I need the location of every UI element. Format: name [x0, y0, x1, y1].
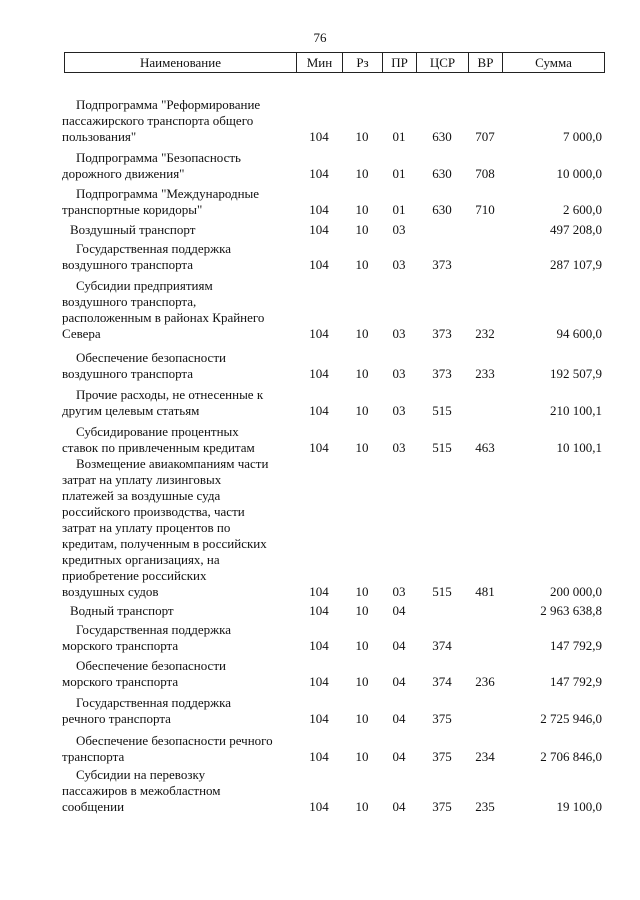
cell-vr: 233	[475, 366, 495, 381]
cell-rz: 10	[355, 584, 369, 599]
row-name-line: Субсидии на перевозку	[76, 767, 206, 782]
cell-vr: 232	[475, 326, 495, 341]
cell-pr: 03	[392, 257, 406, 272]
cell-rz: 10	[355, 202, 369, 217]
row-name-line: сообщении	[62, 799, 125, 814]
cell-rz: 10	[355, 749, 369, 764]
cell-sum: 10 100,1	[556, 440, 602, 455]
row-name-line: Субсидирование процентных	[76, 424, 239, 439]
row-name-line: Подпрограмма "Безопасность	[76, 150, 241, 165]
cell-pr: 01	[392, 166, 406, 181]
row-name-line: затрат на уплату процентов по	[62, 520, 231, 535]
cell-min: 104	[309, 638, 329, 653]
cell-pr: 01	[392, 202, 406, 217]
row-name-line: пользования"	[62, 129, 137, 144]
cell-min: 104	[309, 366, 329, 381]
cell-sum: 147 792,9	[550, 638, 602, 653]
cell-sum: 287 107,9	[550, 257, 602, 272]
cell-pr: 04	[392, 799, 406, 814]
cell-min: 104	[309, 674, 329, 689]
cell-rz: 10	[355, 222, 369, 237]
cell-sum: 200 000,0	[550, 584, 602, 599]
row-name-line: платежей за воздушные суда	[62, 488, 221, 503]
cell-vr: 481	[475, 584, 495, 599]
cell-sum: 7 000,0	[563, 129, 602, 144]
row-name	[62, 695, 288, 727]
cell-min: 104	[309, 799, 329, 814]
header-vr: ВР	[469, 53, 503, 72]
cell-csr: 630	[432, 166, 452, 181]
row-name	[62, 241, 288, 273]
row-name-line: Обеспечение безопасности речного	[76, 733, 273, 748]
row-name-line: другим целевым статьям	[62, 403, 200, 418]
cell-rz: 10	[355, 403, 369, 418]
page-number: 76	[313, 30, 327, 45]
row-name-line: Подпрограмма "Реформирование	[76, 97, 261, 112]
cell-sum: 19 100,0	[556, 799, 602, 814]
cell-min: 104	[309, 202, 329, 217]
cell-rz: 10	[355, 166, 369, 181]
row-name-line: воздушного транспорта	[62, 366, 194, 381]
cell-pr: 03	[392, 326, 406, 341]
row-name-line: пассажирского транспорта общего	[62, 113, 254, 128]
cell-sum: 2 600,0	[563, 202, 602, 217]
row-name-line: Прочие расходы, не отнесенные к	[76, 387, 264, 402]
row-name	[62, 733, 288, 765]
cell-rz: 10	[355, 674, 369, 689]
row-name	[62, 603, 288, 619]
cell-vr: 707	[475, 129, 495, 144]
row-name	[62, 350, 288, 382]
row-name	[62, 186, 288, 218]
cell-rz: 10	[355, 799, 369, 814]
cell-min: 104	[309, 711, 329, 726]
cell-pr: 03	[392, 366, 406, 381]
cell-rz: 10	[355, 326, 369, 341]
cell-pr: 04	[392, 711, 406, 726]
row-name	[62, 97, 288, 145]
table-header	[64, 52, 605, 73]
header-min: Мин	[297, 53, 343, 72]
cell-vr: 710	[475, 202, 495, 217]
cell-csr: 630	[432, 129, 452, 144]
header-name: Наименование	[65, 53, 297, 72]
cell-sum: 2 963 638,8	[540, 603, 602, 618]
cell-vr: 463	[475, 440, 495, 455]
cell-vr: 235	[475, 799, 495, 814]
cell-pr: 03	[392, 222, 406, 237]
row-name-line: дорожного движения"	[62, 166, 185, 181]
row-name	[62, 222, 288, 238]
cell-sum: 2 706 846,0	[540, 749, 602, 764]
cell-min: 104	[309, 603, 329, 618]
cell-csr: 375	[432, 749, 452, 764]
row-name-line: расположенным в районах Крайнего	[62, 310, 265, 325]
cell-sum: 2 725 946,0	[540, 711, 602, 726]
header-pr: ПР	[383, 53, 417, 72]
row-name-line: приобретение российских	[62, 568, 207, 583]
cell-rz: 10	[355, 638, 369, 653]
row-name-line: ставок по привлеченным кредитам	[62, 440, 255, 455]
row-name-line: кредитных организациях, на	[62, 552, 220, 567]
row-name-line: транспортные коридоры"	[62, 202, 203, 217]
cell-csr: 515	[432, 440, 452, 455]
row-name-line: Государственная поддержка	[76, 241, 232, 256]
cell-csr: 374	[432, 638, 452, 653]
cell-min: 104	[309, 584, 329, 599]
header-sum: Сумма	[535, 55, 572, 70]
row-name-line: пассажиров в межобластном	[62, 783, 221, 798]
cell-csr: 630	[432, 202, 452, 217]
row-name-line: Государственная поддержка	[76, 622, 232, 637]
cell-csr: 373	[432, 366, 452, 381]
row-name-line: российского производства, части	[62, 504, 245, 519]
cell-sum: 497 208,0	[550, 222, 602, 237]
row-name	[62, 767, 288, 815]
cell-pr: 04	[392, 603, 406, 618]
row-name-line: Обеспечение безопасности	[76, 350, 226, 365]
row-name	[62, 424, 288, 456]
row-name-line: воздушных судов	[62, 584, 159, 599]
row-name-line: воздушного транспорта	[62, 257, 194, 272]
row-name-line: Обеспечение безопасности	[76, 658, 226, 673]
row-name-line: Водный транспорт	[70, 603, 174, 618]
row-name-line: Субсидии предприятиям	[76, 278, 213, 293]
cell-pr: 04	[392, 749, 406, 764]
cell-pr: 04	[392, 674, 406, 689]
row-name-line: кредитам, полученным в российских	[62, 536, 267, 551]
cell-rz: 10	[355, 366, 369, 381]
cell-pr: 01	[392, 129, 406, 144]
cell-sum: 192 507,9	[550, 366, 602, 381]
cell-rz: 10	[355, 440, 369, 455]
cell-pr: 03	[392, 584, 406, 599]
cell-min: 104	[309, 129, 329, 144]
cell-pr: 03	[392, 403, 406, 418]
cell-min: 104	[309, 749, 329, 764]
row-name	[62, 622, 288, 654]
cell-csr: 515	[432, 584, 452, 599]
row-name-line: Подпрограмма "Международные	[76, 186, 260, 201]
cell-csr: 373	[432, 326, 452, 341]
cell-rz: 10	[355, 257, 369, 272]
cell-csr: 374	[432, 674, 452, 689]
cell-min: 104	[309, 222, 329, 237]
cell-min: 104	[309, 403, 329, 418]
row-name-line: затрат на уплату лизинговых	[62, 472, 222, 487]
cell-sum: 94 600,0	[556, 326, 602, 341]
row-name-line: Воздушный транспорт	[70, 222, 196, 237]
cell-sum: 147 792,9	[550, 674, 602, 689]
row-name-line: Государственная поддержка	[76, 695, 232, 710]
row-name-line: морского транспорта	[62, 674, 179, 689]
cell-rz: 10	[355, 603, 369, 618]
cell-rz: 10	[355, 129, 369, 144]
header-csr: ЦСР	[417, 53, 469, 72]
cell-vr: 234	[475, 749, 495, 764]
cell-pr: 04	[392, 638, 406, 653]
row-name-line: воздушного транспорта,	[62, 294, 197, 309]
row-name	[62, 387, 288, 419]
cell-rz: 10	[355, 711, 369, 726]
cell-sum: 210 100,1	[550, 403, 602, 418]
cell-csr: 375	[432, 799, 452, 814]
cell-min: 104	[309, 440, 329, 455]
cell-sum: 10 000,0	[556, 166, 602, 181]
cell-vr: 236	[475, 674, 495, 689]
cell-vr: 708	[475, 166, 495, 181]
cell-min: 104	[309, 326, 329, 341]
row-name-line: Возмещение авиакомпаниям части	[76, 456, 269, 471]
row-name	[62, 456, 288, 600]
cell-csr: 373	[432, 257, 452, 272]
cell-min: 104	[309, 257, 329, 272]
row-name-line: Севера	[62, 326, 101, 341]
cell-csr: 515	[432, 403, 452, 418]
row-name-line: морского транспорта	[62, 638, 179, 653]
row-name	[62, 278, 288, 342]
header-rz: Рз	[343, 53, 383, 72]
cell-pr: 03	[392, 440, 406, 455]
row-name	[62, 150, 288, 182]
row-name-line: транспорта	[62, 749, 125, 764]
row-name	[62, 658, 288, 690]
row-name-line: речного транспорта	[62, 711, 171, 726]
cell-csr: 375	[432, 711, 452, 726]
cell-min: 104	[309, 166, 329, 181]
